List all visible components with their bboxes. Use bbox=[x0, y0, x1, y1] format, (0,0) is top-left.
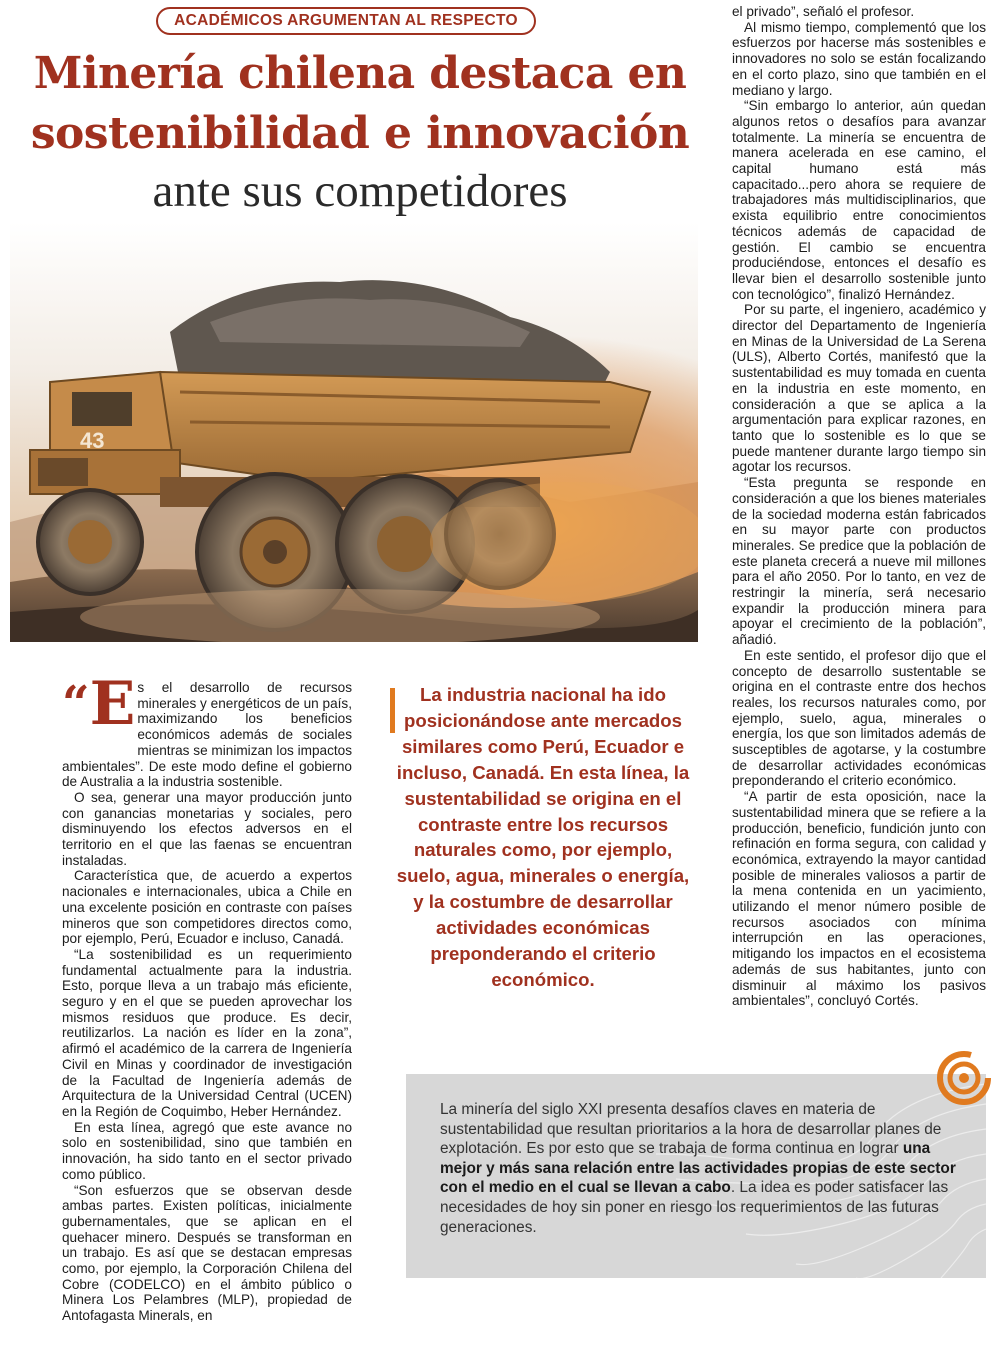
section-kicker: ACADÉMICOS ARGUMENTAN AL RESPECTO bbox=[156, 7, 536, 35]
right-paragraph-6: “A partir de esta oposición, nace la sustentabilidad minera que se refiere a la producción, beneficio, fundición junto con refinación en forma segura, con calidad y económica, extrayendo la mayor cantidad posible de minerales valiosos a partir de la mena contenida en un yacimiento, utilizando el menor número posible de recursos asociados con mínima interrupción en las operaciones, mitigando los impactos en el ecosistema además de sus habitantes, junto con disminuir al máximo los pasivos ambientales”, concluyó Cortés. bbox=[732, 789, 986, 1009]
pull-quote: La industria nacional ha ido posicionándose ante mercados similares como Perú, Ecuador e incluso, Canadá. En esta línea, la sustentabilidad se origina en el contraste entre los recursos naturales como, por ejemplo, suelo, agua, minerales o energía, y la costumbre de desarrollar actividades económicas preponderando el criterio económico. bbox=[396, 684, 690, 990]
headline-line-1: Minería chilena destaca en bbox=[33, 48, 687, 99]
info-box bbox=[406, 1074, 986, 1278]
right-paragraph-4: “Esta pregunta se responde en consideración a que los bienes materiales de la sociedad moderna están fabricados en su mayor parte con productos minerales. Se predice que la población de este planeta crecerá a nueve mil millones para el año 2050. Por lo tanto, en vez de restringir la minería, será necesario expandir la producción minera para apoyar el crecimiento de la población”, añadió. bbox=[732, 475, 986, 648]
info-box-highlight: una mejor y más sana relación entre las actividades propias de este sector con el medio en el cual se llevan a cabo bbox=[440, 1140, 956, 1197]
headline bbox=[10, 44, 710, 164]
right-paragraph-0: el privado”, señaló el profesor. bbox=[732, 4, 915, 19]
headline-line-2: sostenibilidad e innovación bbox=[30, 108, 690, 159]
right-column bbox=[732, 4, 986, 1009]
left-paragraph-4: “La sostenibilidad es un requerimiento fundamental actualmente para la industria. Esto, porque lleva a un trabajo más eficiente, seguro y en el que se pueden aprovechar los mismos residuos que produce. Es decir, reutilizarlos. La nación es líder en la zona”, afirmó el académico de la carrera de Ingeniería Civil en Minas y coordinador de investigación de la Facultad de Ingeniería además de Arquitectura de la Universidad Central (UCEN) en la Región de Coquimbo, Heber Hernández. bbox=[62, 946, 352, 1119]
left-paragraph-1: “E s el desarrollo de recursos minerales y energéticos de un país, maximizando los beneficios económicos además de sociales mientras se minimizan los impactos ambientales”. De este modo define el gobierno de Australia a la industria sostenible. bbox=[62, 669, 352, 790]
subheadline: ante sus competidores bbox=[152, 165, 568, 217]
right-paragraph-3: Por su parte, el ingeniero, académico y director del Departamento de Ingeniería en Minas de la Universidad de La Serena (ULS), Alberto Cortés, manifestó que la sustentabilidad es muy tomada en cuenta en la industria en este momento, en consideración a que se aplica a la argumentación para explicar razones, en tanto que lo sostenible es lo que se puede mantener durante largo tiempo sin agotar los recursos. bbox=[732, 302, 986, 475]
left-column bbox=[62, 669, 352, 1324]
right-paragraph-1: Al mismo tiempo, complementó que los esfuerzos por hacerse más sostenibles e innovadores no solo se están focalizando en el corto plazo, sino que también en el mediano y largo. bbox=[732, 19, 986, 98]
left-paragraph-5: En esta línea, agregó que este avance no solo en sostenibilidad, sino que también en innovación, ha sido tanto en el sector privado como público. bbox=[62, 1119, 352, 1182]
left-paragraph-6: “Son esfuerzos que se observan desde ambas partes. Existen políticas, inicialmente gubernamentales, que se aplican en el quehacer minero. Después se transforman en un trabajo. Es así que se destacan empresas como, por ejemplo, la Corporación Chilena del Cobre (CODELCO) en el ámbito público o Minera Los Pelambres (MLP), propiedad de Antofagasta Minerals, en bbox=[62, 1182, 352, 1324]
truck-illustration bbox=[10, 222, 698, 642]
left-paragraph-2: O sea, generar una mayor producción junto con ganancias monetarias y sociales, pero disminuyendo los efectos adversos en el territorio en el que las faenas se encuentran instaladas. bbox=[62, 789, 352, 868]
info-box-text: La minería del siglo XXI presenta desafíos claves en materia de sustentabilidad que resultan prioritarios a la hora de desarrollar planes de explotación. Es por esto que se trabaja de forma continua en lograr una mejor y más sana relación entre las actividades propias de este sector con el medio en el cual se llevan a cabo. La idea es poder satisfacer las necesidades de hoy sin poner en riesgo los requerimientos de las futuras generaciones. bbox=[440, 1101, 956, 1236]
drop-cap: “E bbox=[62, 669, 136, 739]
right-paragraph-2: “Sin embargo lo anterior, aún quedan algunos retos o desafíos para avanzar totalmente. La minería se encuentra de manera acelerada en ese camino, el capital humano está más capacitado...pero ahora se requiere de trabajadores más multidisciplinarios, que exista equilibrio entre conocimientos técnicos además de capacidad de gestión. El cambio se encuentra produciéndose, entonces el desafío es llevar bien el desarrollo sostenible junto con tecnológico”, finalizó Hernández. bbox=[732, 98, 986, 302]
spiral-logo-icon bbox=[936, 1050, 992, 1106]
mining-truck-photo bbox=[10, 222, 698, 642]
truck-number: 43 bbox=[80, 428, 105, 453]
left-paragraph-3: Característica que, de acuerdo a expertos nacionales e internacionales, ubica a Chile en una excelente posición en contraste con países mineros que son competidores directos como, por ejemplo, Perú, Ecuador e incluso, Canadá. bbox=[62, 868, 352, 947]
right-paragraph-5: En este sentido, el profesor dijo que el concepto de desarrollo sustentable se origina en el contraste entre dos hechos reales, los recursos naturales como, por ejemplo, suelo, agua, minerales o energía, los que son limitados además de susceptibles de agotarse, y la costumbre de desarrollar actividades económicas preponderando el criterio económico. bbox=[732, 647, 986, 789]
